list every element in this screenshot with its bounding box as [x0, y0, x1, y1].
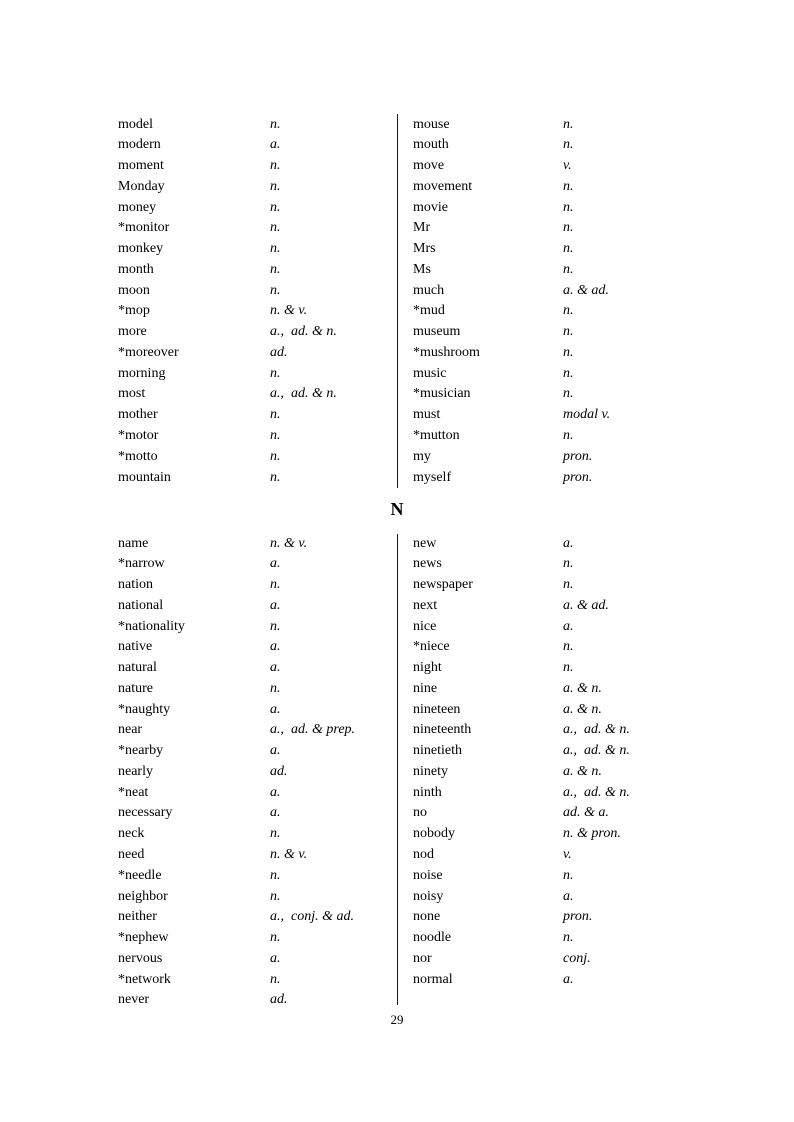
entry-row	[413, 135, 685, 156]
entry-row	[118, 637, 390, 658]
entry-row	[118, 322, 390, 343]
entry-row	[413, 364, 685, 385]
entry-pos: a., conj. & ad.	[270, 909, 354, 925]
entry-row	[413, 405, 685, 426]
entry-pos: a.	[270, 701, 281, 717]
entry-word: neck	[118, 826, 145, 842]
entry-pos: a. & ad.	[563, 597, 609, 613]
entry-row	[413, 534, 685, 555]
entry-pos: a.	[563, 971, 574, 987]
entry-pos: a. & n.	[563, 763, 602, 779]
entry-word: newspaper	[413, 577, 473, 593]
entry-word: *narrow	[118, 556, 165, 572]
entry-pos: n.	[563, 344, 574, 360]
entry-pos: a.	[270, 784, 281, 800]
entry-pos: n.	[270, 241, 281, 257]
entry-word: noodle	[413, 930, 452, 946]
entry-pos: n.	[563, 556, 574, 572]
entry-word: modern	[118, 137, 161, 153]
entry-word: national	[118, 597, 164, 613]
entry-pos: n. & pron.	[563, 826, 621, 842]
entry-row	[118, 218, 390, 239]
entry-row	[118, 301, 390, 322]
entry-row	[413, 468, 685, 489]
entry-row	[413, 720, 685, 741]
entry-pos: n.	[563, 116, 574, 132]
entry-row	[118, 115, 390, 136]
entry-word: *musician	[413, 386, 471, 402]
entry-row	[118, 658, 390, 679]
entry-pos: n.	[563, 930, 574, 946]
entry-word: ninetieth	[413, 743, 462, 759]
entry-row	[413, 198, 685, 219]
entry-row	[118, 866, 390, 887]
entry-row	[413, 824, 685, 845]
entry-pos: n.	[270, 178, 281, 194]
entry-word: neighbor	[118, 888, 168, 904]
entry-pos: a.	[270, 639, 281, 655]
entry-word: neither	[118, 909, 157, 925]
entry-word: myself	[413, 469, 452, 485]
entry-row	[413, 281, 685, 302]
entry-word: nation	[118, 577, 153, 593]
entry-pos: n.	[270, 158, 281, 174]
entry-word: mouse	[413, 116, 450, 132]
entry-pos: n. & v.	[270, 846, 308, 862]
entry-row	[118, 554, 390, 575]
entry-row	[118, 949, 390, 970]
entry-pos: n.	[270, 971, 281, 987]
entry-row	[413, 845, 685, 866]
entry-pos: n.	[270, 199, 281, 215]
entry-pos: n.	[563, 178, 574, 194]
section-header-n: N	[390, 499, 404, 519]
entry-pos: a.	[563, 535, 574, 551]
entry-pos: n.	[563, 220, 574, 236]
entry-row	[413, 447, 685, 468]
entry-row	[118, 783, 390, 804]
entry-row	[118, 679, 390, 700]
entry-pos: v.	[563, 846, 572, 862]
entry-row	[118, 198, 390, 219]
entry-row	[413, 156, 685, 177]
entry-pos: a., ad. & prep.	[270, 722, 356, 738]
entry-word: need	[118, 846, 145, 862]
entry-word: no	[413, 805, 427, 821]
entry-word: nineteenth	[413, 722, 472, 738]
entry-pos: a.	[270, 805, 281, 821]
entry-word: Mrs	[413, 241, 436, 257]
entry-word: moment	[118, 158, 164, 174]
entry-row	[118, 720, 390, 741]
entry-pos: a., ad. & n.	[270, 386, 337, 402]
entry-pos: n.	[563, 365, 574, 381]
word-column-m-right	[413, 115, 685, 489]
entry-word: *monitor	[118, 220, 170, 236]
entry-word: natural	[118, 660, 157, 676]
entry-pos: a. & ad.	[563, 282, 609, 298]
entry-row	[413, 928, 685, 949]
entry-word: normal	[413, 971, 453, 987]
entry-pos: n.	[563, 660, 574, 676]
entry-pos: n.	[270, 618, 281, 634]
entry-pos: pron.	[563, 909, 593, 925]
entry-word: month	[118, 261, 154, 277]
entry-word: movie	[413, 199, 448, 215]
entry-row	[413, 866, 685, 887]
entry-word: Ms	[413, 261, 431, 277]
entry-word: near	[118, 722, 143, 738]
entry-row	[118, 447, 390, 468]
entry-word: nod	[413, 846, 434, 862]
entry-row	[413, 554, 685, 575]
entry-word: money	[118, 199, 157, 215]
entry-word: *moreover	[118, 344, 179, 360]
entry-pos: pron.	[563, 448, 593, 464]
entry-word: none	[413, 909, 441, 925]
entry-word: next	[413, 597, 438, 613]
entry-word: *mud	[413, 303, 445, 319]
entry-word: mouth	[413, 137, 449, 153]
entry-pos: a.	[270, 556, 281, 572]
entry-word: *niece	[413, 639, 450, 655]
entry-row	[118, 596, 390, 617]
entry-word: *mushroom	[413, 344, 480, 360]
entry-word: *nationality	[118, 618, 185, 634]
entry-row	[118, 468, 390, 489]
entry-row	[118, 364, 390, 385]
entry-pos: ad.	[270, 992, 288, 1008]
entry-word: nice	[413, 618, 437, 634]
entry-row	[413, 596, 685, 617]
entry-pos: n.	[563, 241, 574, 257]
entry-row	[413, 617, 685, 638]
entry-word: *nephew	[118, 930, 169, 946]
entry-pos: n.	[270, 680, 281, 696]
entry-word: *motor	[118, 427, 159, 443]
entry-word: museum	[413, 324, 461, 340]
entry-pos: ad.	[270, 344, 288, 360]
entry-row	[118, 156, 390, 177]
entry-row	[118, 700, 390, 721]
entry-pos: n.	[563, 324, 574, 340]
entry-pos: n.	[563, 261, 574, 277]
entry-row	[118, 405, 390, 426]
entry-word: never	[118, 992, 150, 1008]
entry-row	[118, 426, 390, 447]
entry-row	[118, 928, 390, 949]
entry-pos: n.	[270, 469, 281, 485]
entry-row	[118, 970, 390, 991]
entry-word: *neat	[118, 784, 149, 800]
entry-row	[118, 741, 390, 762]
entry-pos: a.	[563, 618, 574, 634]
entry-row	[413, 783, 685, 804]
entry-word: nobody	[413, 826, 455, 842]
entry-row	[413, 741, 685, 762]
entry-pos: v.	[563, 158, 572, 174]
entry-row	[413, 887, 685, 908]
entry-word: mother	[118, 407, 158, 423]
entry-pos: a.	[270, 743, 281, 759]
word-column-m-left	[118, 115, 390, 489]
entry-row	[118, 990, 390, 1011]
entry-pos: a.	[270, 137, 281, 153]
entry-row	[118, 384, 390, 405]
entry-row	[413, 218, 685, 239]
entry-pos: a., ad. & n.	[563, 743, 630, 759]
entry-pos: n.	[270, 220, 281, 236]
entry-word: nearly	[118, 763, 153, 779]
entry-pos: n.	[270, 577, 281, 593]
entry-row	[118, 534, 390, 555]
entry-row	[413, 700, 685, 721]
entry-row	[413, 970, 685, 991]
entry-row	[413, 115, 685, 136]
entry-pos: n.	[270, 448, 281, 464]
word-column-n-left	[118, 534, 390, 1012]
entry-word: ninth	[413, 784, 442, 800]
entry-pos: n.	[563, 639, 574, 655]
entry-word: move	[413, 158, 445, 174]
entry-row	[413, 426, 685, 447]
entry-word: music	[413, 365, 447, 381]
entry-word: *mop	[118, 303, 150, 319]
entry-pos: n.	[270, 826, 281, 842]
entry-row	[118, 260, 390, 281]
entry-row	[118, 907, 390, 928]
entry-row	[118, 239, 390, 260]
entry-word: noise	[413, 867, 443, 883]
entry-word: *nearby	[118, 743, 164, 759]
entry-pos: n.	[270, 261, 281, 277]
entry-pos: ad.	[270, 763, 288, 779]
entry-word: nature	[118, 680, 153, 696]
entry-word: native	[118, 639, 153, 655]
entry-word: moon	[118, 282, 150, 298]
entry-word: more	[118, 324, 147, 340]
entry-pos: conj.	[563, 950, 591, 966]
entry-pos: n. & v.	[270, 303, 308, 319]
entry-pos: n.	[563, 137, 574, 153]
entry-row	[413, 679, 685, 700]
column-divider-top	[397, 114, 398, 488]
entry-word: model	[118, 116, 153, 132]
entry-word: much	[413, 282, 445, 298]
entry-word: morning	[118, 365, 166, 381]
entry-word: most	[118, 386, 146, 402]
entry-pos: a., ad. & n.	[563, 784, 630, 800]
entry-pos: n.	[563, 303, 574, 319]
entry-pos: n.	[563, 427, 574, 443]
entry-word: news	[413, 556, 442, 572]
entry-word: necessary	[118, 805, 173, 821]
entry-pos: a., ad. & n.	[563, 722, 630, 738]
entry-row	[413, 177, 685, 198]
entry-pos: n.	[270, 116, 281, 132]
entry-pos: n. & v.	[270, 535, 308, 551]
entry-row	[118, 135, 390, 156]
entry-pos: a.	[270, 597, 281, 613]
entry-word: *network	[118, 971, 171, 987]
entry-row	[118, 824, 390, 845]
entry-pos: a. & n.	[563, 701, 602, 717]
entry-word: name	[118, 535, 149, 551]
entry-row	[413, 637, 685, 658]
entry-word: my	[413, 448, 431, 464]
entry-pos: a.	[563, 888, 574, 904]
entry-word: Monday	[118, 178, 165, 194]
entry-row	[118, 803, 390, 824]
entry-pos: a., ad. & n.	[270, 324, 337, 340]
entry-pos: n.	[563, 386, 574, 402]
entry-pos: n.	[270, 365, 281, 381]
column-divider-bottom	[397, 534, 398, 1005]
entry-word: Mr	[413, 220, 431, 236]
entry-word: nor	[413, 950, 432, 966]
entry-pos: a. & n.	[563, 680, 602, 696]
entry-pos: n.	[563, 199, 574, 215]
entry-word: monkey	[118, 241, 164, 257]
entry-pos: n.	[270, 867, 281, 883]
word-column-n-right	[413, 534, 685, 991]
entry-pos: n.	[270, 888, 281, 904]
entry-word: *mutton	[413, 427, 460, 443]
entry-row	[413, 301, 685, 322]
entry-row	[413, 384, 685, 405]
entry-pos: pron.	[563, 469, 593, 485]
page-number: 29	[390, 1012, 404, 1027]
entry-word: new	[413, 535, 437, 551]
entry-row	[413, 762, 685, 783]
entry-pos: n.	[270, 427, 281, 443]
entry-row	[413, 575, 685, 596]
entry-row	[413, 658, 685, 679]
entry-pos: n.	[270, 407, 281, 423]
entry-row	[118, 281, 390, 302]
entry-pos: ad. & a.	[563, 805, 609, 821]
entry-word: mountain	[118, 469, 171, 485]
entry-row	[118, 343, 390, 364]
entry-row	[413, 260, 685, 281]
entry-word: *naughty	[118, 701, 171, 717]
entry-pos: n.	[563, 577, 574, 593]
entry-word: ninety	[413, 763, 448, 779]
entry-pos: a.	[270, 660, 281, 676]
entry-row	[413, 239, 685, 260]
entry-pos: n.	[270, 282, 281, 298]
entry-pos: modal v.	[563, 407, 611, 423]
entry-row	[413, 803, 685, 824]
entry-word: nineteen	[413, 701, 461, 717]
entry-row	[118, 887, 390, 908]
entry-pos: a.	[270, 950, 281, 966]
entry-word: nervous	[118, 950, 163, 966]
entry-pos: n.	[270, 930, 281, 946]
entry-row	[118, 762, 390, 783]
entry-pos: n.	[563, 867, 574, 883]
entry-row	[413, 343, 685, 364]
entry-row	[413, 907, 685, 928]
entry-row	[118, 845, 390, 866]
entry-word: must	[413, 407, 441, 423]
entry-word: *motto	[118, 448, 158, 464]
entry-word: movement	[413, 178, 473, 194]
entry-word: night	[413, 660, 442, 676]
entry-row	[118, 575, 390, 596]
entry-word: *needle	[118, 867, 162, 883]
entry-row	[118, 617, 390, 638]
entry-row	[413, 322, 685, 343]
entry-word: nine	[413, 680, 438, 696]
entry-row	[413, 949, 685, 970]
entry-row	[118, 177, 390, 198]
entry-word: noisy	[413, 888, 444, 904]
